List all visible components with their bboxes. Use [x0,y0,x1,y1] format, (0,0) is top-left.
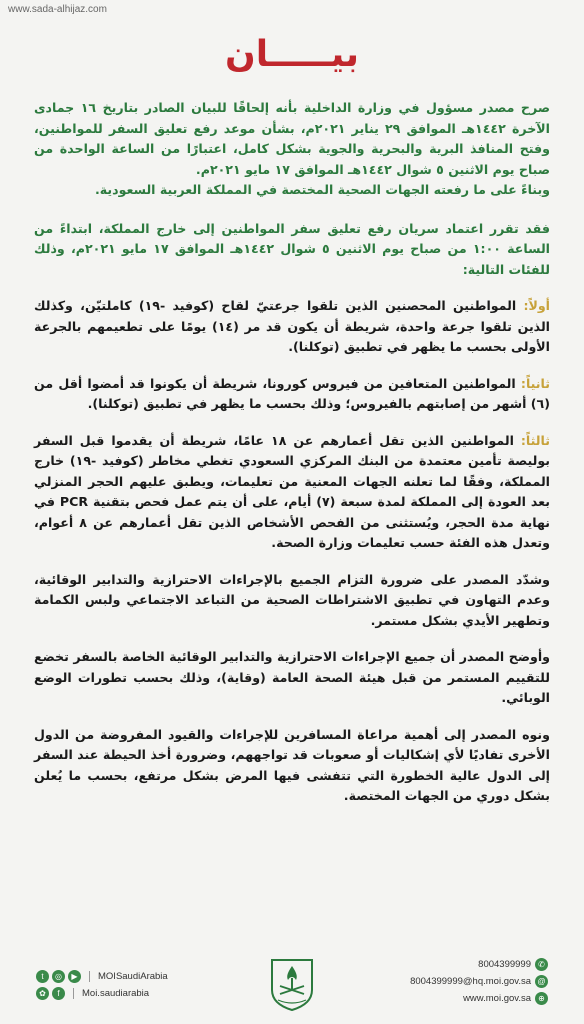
youtube-icon[interactable]: ▶ [68,970,81,983]
item-second [34,374,550,415]
ministry-emblem-icon [268,956,316,1012]
phone-icon: ✆ [535,958,548,971]
page-title: بيـــــان [225,34,359,75]
paragraph-measures: وشدّد المصدر على ضرورة التزام الجميع بالإجراءات الاحترازية والتدابير الوقائية، وعدم التهاون في تطبيق الاشتراطات الصحية من التباعد الاجتماعي ولبس الكمامة وتطهير الأيدي بشكل مستمر. [34,571,550,628]
item-text: المواطنين المتعافين من فيروس كورونا، شريطة أن يكونوا قد أمضوا أقل من (٦) أشهر من إصابتهم بالفيروس؛ وذلك بحسب ما يظهر في تطبيق (توكلنا). [34,375,550,411]
instagram-icon[interactable]: ◎ [52,970,65,983]
item-third [34,431,550,554]
intro-paragraph: صرح مصدر مسؤول في وزارة الداخلية بأنه إلحاقًا للبيان الصادر بتاريخ ١٦ جمادى الآخرة ١٤٤٢هـ الموافق ٢٩ يناير ٢٠٢١م، بشأن موعد رفع تعليق السفر للمواطنين، وفتح المنافذ البرية والبحرية والجوية بشكل كامل، اعتبارًا من الساعة الواحدة من صباح يوم الاثنين ٥ شوال ١٤٤٢هـ الموافق ١٧ مايو ٢٠٢١م. [34,100,550,177]
footer-social [36,968,168,1002]
snapchat-icon[interactable]: ✿ [36,987,49,1000]
item-text: المواطنين الذين تقل أعمارهم عن ١٨ عامًا، شريطة أن يقدموا قبل السفر بوليصة تأمين معتمدة من البنك المركزي السعودي تغطي مخاطر (كوفيد -١٩) خارج المملكة، وفقًا لما تعلنه الجهات المعنية من تعليمات، ويطبق عليهم الحجر المنزلي بعد العودة إلى المملكة لمدة سبعة (٧) أيام، على أن يتم عمل فحص بتقنية PCR في نهاية مدة الحجر، ويُستثنى من الفحص الأشخاص الذين تقل أعمارهم عن ٨ أعوام، وتعدل هذه الفئة حسب تعليمات وزارة الصحة. [34,432,551,550]
divider [89,971,90,982]
watermark: www.sada-alhijaz.com [8,4,107,15]
intro-paragraph-2: وبناءً على ما رفعته الجهات الصحية المختصة في المملكة العربية السعودية. [95,182,550,197]
item-label: أولاً: [523,298,550,313]
item-first [34,296,550,358]
item-label: ثانياً: [520,375,550,391]
website-link[interactable]: www.moi.gov.sa [463,993,531,1004]
divider [73,988,74,999]
facebook-icon[interactable]: f [52,987,65,1000]
phone-number[interactable]: 8004399999 [478,959,531,970]
item-text: المواطنين المحصنين الذين تلقوا جرعتيّ لقاح (كوفيد -١٩) كاملتيّن، وكذلك الذين تلقوا جرعة واحدة، شريطة أن يكون قد مر (١٤) يومًا على تطعيمهم بالجرعة الأولى بحسب ما يظهر في تطبيق (توكلنا). [34,298,550,354]
email-icon: @ [535,975,548,988]
decision-paragraph: فقد تقرر اعتماد سريان رفع تعليق سفر المواطنين إلى خارج المملكة، ابتداءً من الساعة ١:٠٠ من صباح يوم الاثنين ٥ شوال ١٤٤٢هـ الموافق ١٧ مايو ٢٠٢١م، وذلك للفئات التالية: [34,220,550,277]
statement-body [34,98,550,807]
social-handle[interactable]: MOISaudiArabia [98,971,168,982]
twitter-icon[interactable]: t [36,970,49,983]
globe-icon: ⊕ [535,992,548,1005]
footer-contact [410,956,548,1007]
paragraph-advisory: ونوه المصدر إلى أهمية مراعاة المسافرين للإجراءات والقيود المفروضة من الدول الأخرى تفاديًا لأي إشكاليات أو صعوبات قد تواجههم، وضرورة أخذ الحيطة عند السفر إلى الدول عالية الخطورة التي تتفشى فيها المرض بشكل مرتفع، بحسب ما يُعلن بشكل دوري من الجهات المختصة. [34,726,550,803]
social-handle-2[interactable]: Moi.saudiarabia [82,988,150,999]
item-label: ثالثاً: [520,432,550,448]
paragraph-evaluation: وأوضح المصدر أن جميع الإجراءات الاحترازية والتدابير الوقائية الخاصة بالسفر تخضع للتقييم المستمر من قبل هيئة الصحة العامة (وقاية)، وذلك بحسب تطورات الوضع الوبائي. [34,649,550,705]
email-address[interactable]: 8004399999@hq.moi.gov.sa [410,976,531,987]
footer [0,946,584,1024]
